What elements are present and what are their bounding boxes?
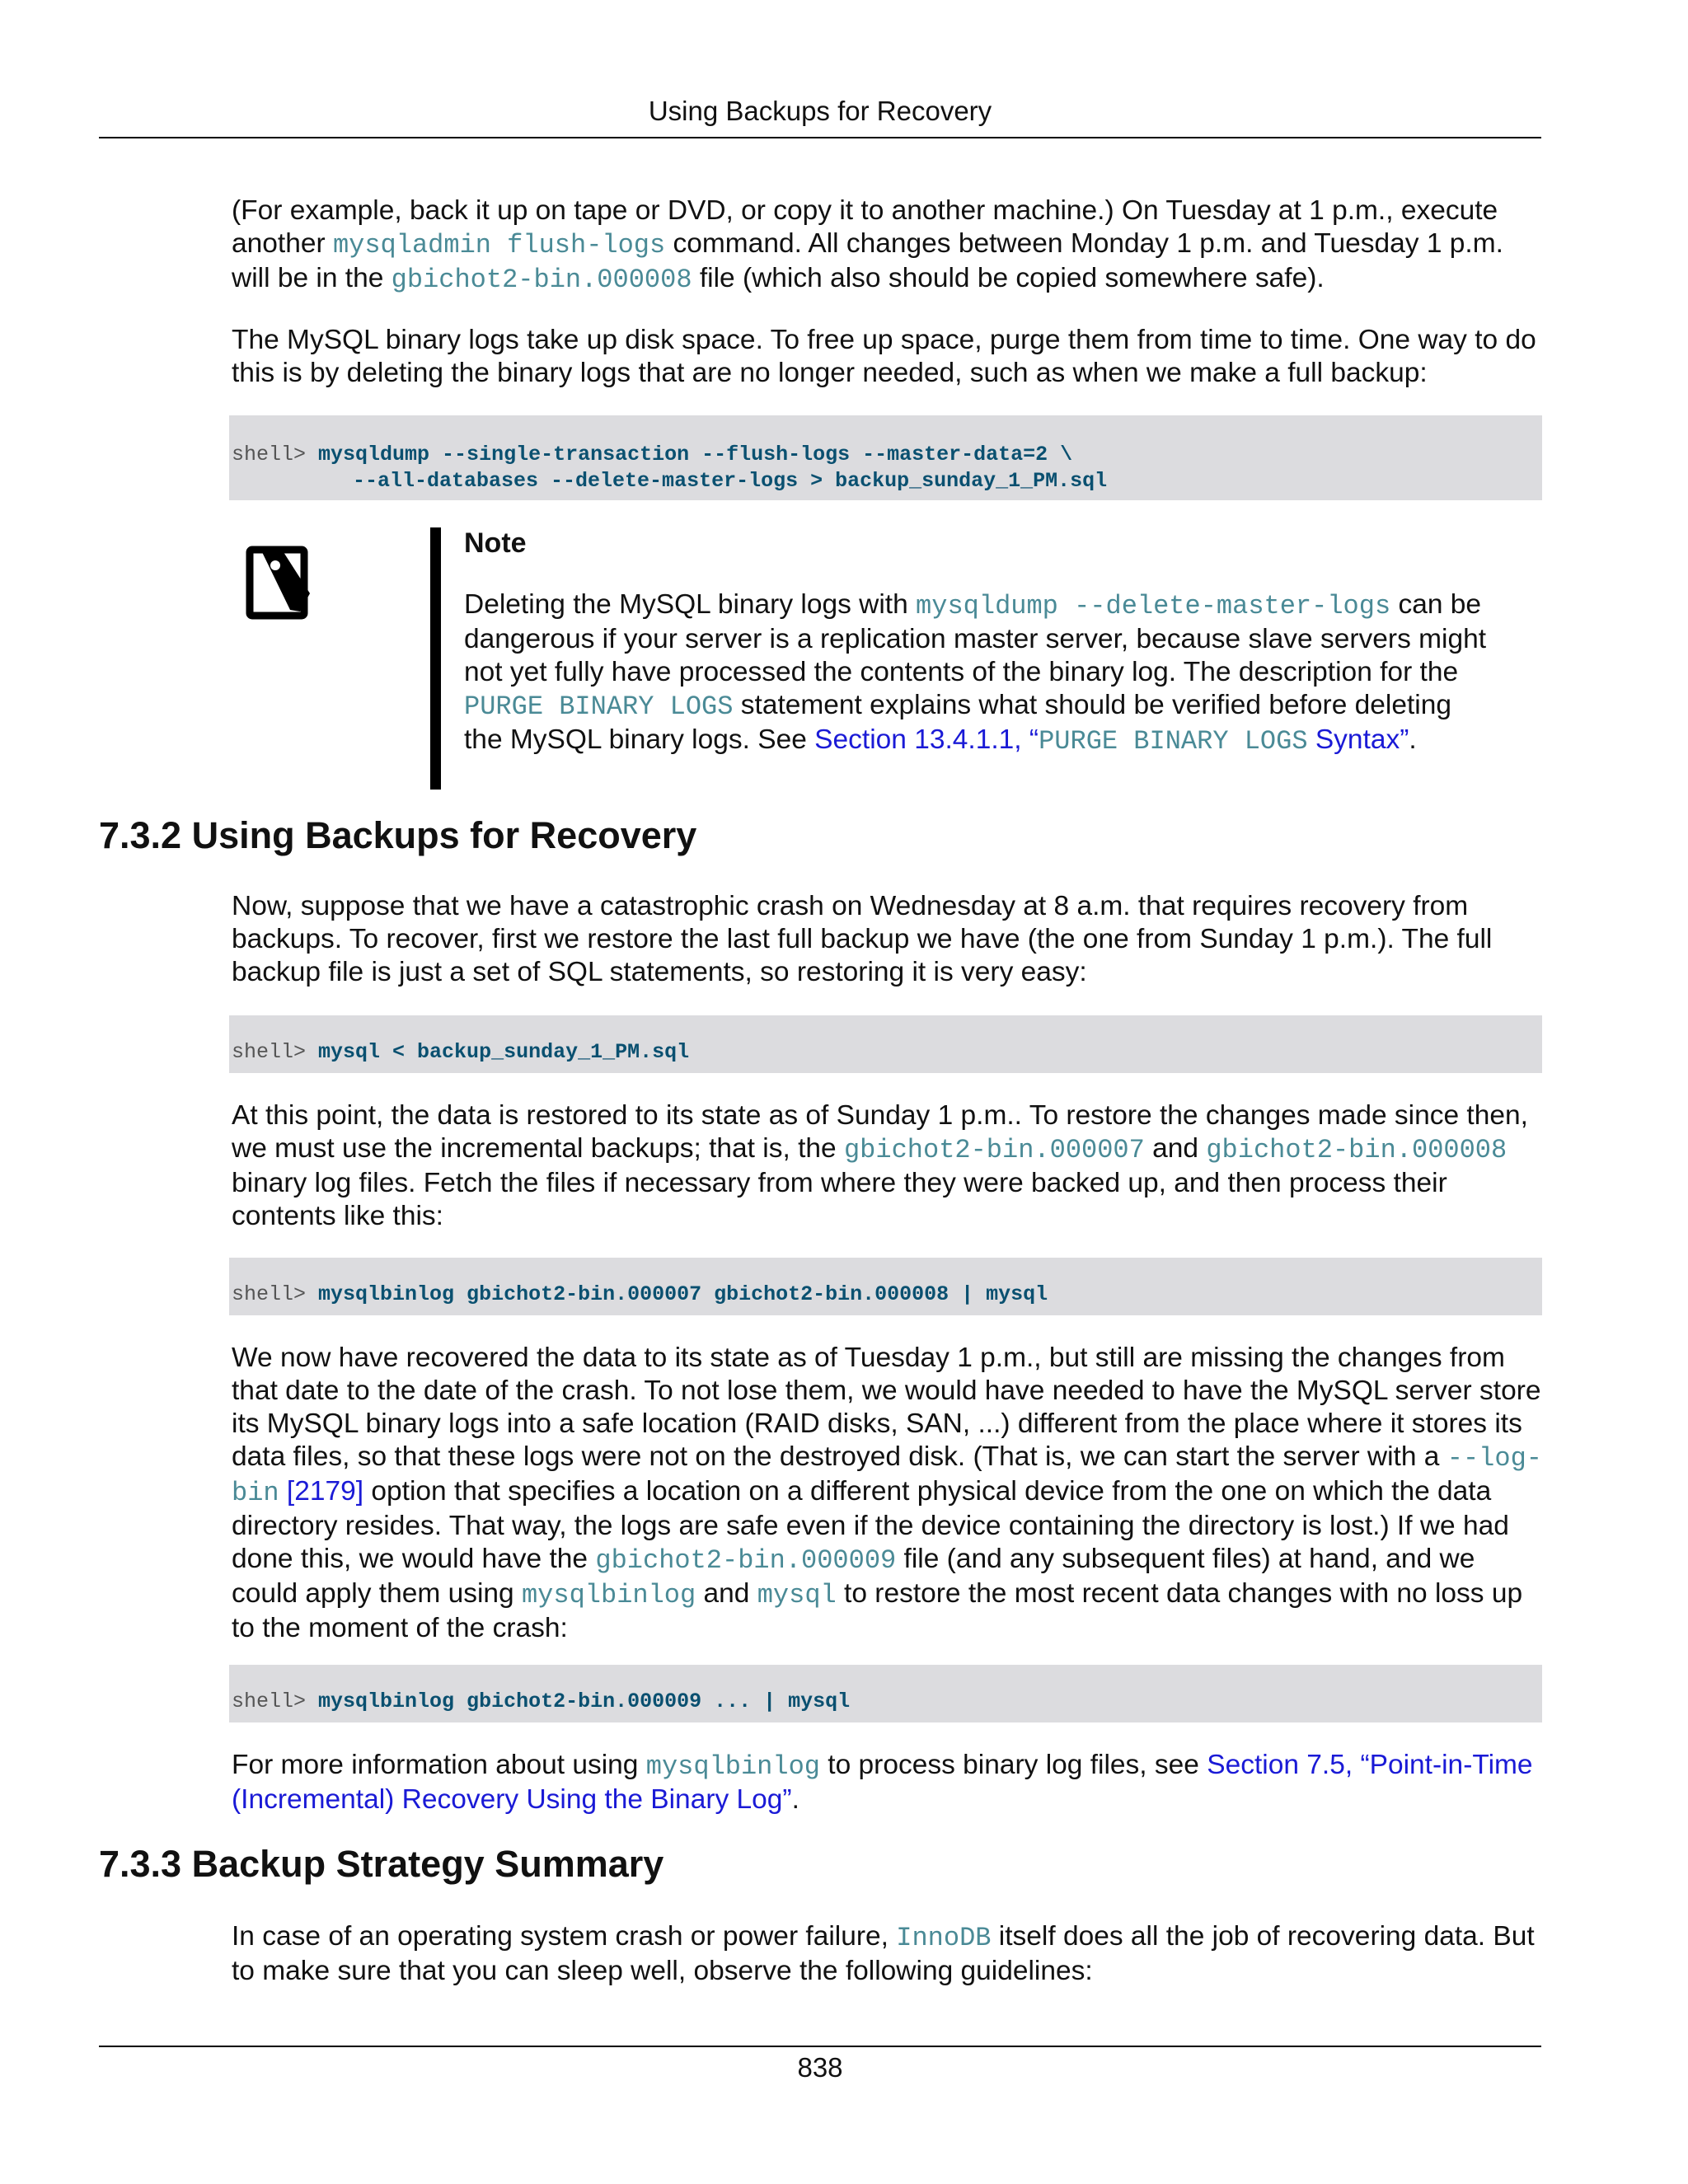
page-header: Using Backups for Recovery: [648, 96, 992, 126]
paragraph-text: command. All changes between Monday 1 p.m. and Tuesday 1 p.m. will be in the: [232, 228, 1503, 293]
code-block: [229, 415, 1542, 500]
code-command: mysqlbinlog gbichot2-bin.000009 ... | mysql: [318, 1690, 851, 1713]
inline-code: --log-bin: [232, 1443, 1542, 1508]
paragraph: For more information about using mysqlbinlog to process binary log files, see Section 7.5, “Point-in-Time (Incremental) Recovery Using the Binary Log”.: [232, 1750, 1533, 1815]
shell-prompt: shell>: [232, 1282, 319, 1306]
code-line: [232, 442, 1542, 468]
section-heading: 7.3.3 Backup Strategy Summary: [99, 1843, 664, 1885]
paragraph-text: (For example, back it up on tape or DVD, or copy it to another machine.) On Tuesday at 1 p.m., execute another: [232, 195, 1498, 259]
code-block: [229, 1258, 1542, 1315]
header-rule: [99, 137, 1541, 138]
note-icon: [244, 544, 318, 623]
code-command: mysqlbinlog gbichot2-bin.000007 gbichot2-bin.000008 | mysql: [318, 1282, 1048, 1306]
note-text: can be dangerous if your server is a replication master server, because slave servers might not yet fully have processed the contents of the binary log. The description for the: [464, 589, 1487, 687]
note-bar: [430, 527, 441, 790]
note-text: Deleting the MySQL binary logs with: [464, 589, 917, 620]
note-body: Deleting the MySQL binary logs with mysqldump --delete-master-logs can be dangerous if your server is a replication master server, because slave servers might not yet fully have processed the contents of the binary log. The description for the PURGE BINARY LOGS statement explains what should be verified before deleting the MySQL binary logs. See Section 13.4.1.1, “PURGE BINARY LOGS Syntax”.: [464, 589, 1487, 757]
page-number: 838: [797, 2052, 843, 2083]
paragraph: We now have recovered the data to its state as of Tuesday 1 p.m., but still are missing the changes from that date to the date of the crash. To not lose them, we would have needed to have the MySQL server store its MySQL binary logs into a safe location (RAID disks, SAN, ...) different from the place where it stores its data files, so that these logs were not on the destroyed disk. (That is, we can start the server with a --log-bin [2179] option that specifies a location on a different physical device from the one on which the data directory resides. That way, the logs are safe even if the device containing the directory is lost.) If we had done this, we would have the gbichot2-bin.000009 file (and any subsequent files) at hand, and we could apply them using mysqlbinlog and mysql to restore the most recent data changes with no loss up to the moment of the crash:: [232, 1343, 1542, 1643]
shell-prompt: shell>: [232, 443, 319, 466]
option-link[interactable]: [2179]: [279, 1476, 364, 1507]
inline-code: mysqlbinlog: [645, 1751, 820, 1782]
shell-prompt: shell>: [232, 1690, 319, 1713]
section-link[interactable]: Section 13.4.1.1, “PURGE BINARY LOGS Syntax”: [814, 724, 1409, 757]
inline-code: mysqldump --delete-master-logs: [916, 591, 1391, 621]
note-text: statement explains what should be verified before deleting the MySQL binary logs. See: [464, 690, 1451, 755]
paragraph: The MySQL binary logs take up disk space. To free up space, purge them from time to time. One way to do this is by deleting the binary logs that are no longer needed, such as when we make a full backup:: [232, 325, 1536, 388]
code-block: [229, 1015, 1542, 1073]
paragraph: In case of an operating system crash or power failure, InnoDB itself does all the job of recovering data. But to make sure that you can sleep well, observe the following guidelines:: [232, 1921, 1535, 1986]
inline-code: InnoDB: [896, 1923, 992, 1953]
paragraph: At this point, the data is restored to its state as of Sunday 1 p.m.. To restore the changes made since then, we must use the incremental backups; that is, the gbichot2-bin.000007 and gbichot2-bin.000008 binary log files. Fetch the files if necessary from where they were backed up, and then process their contents like this:: [232, 1100, 1528, 1231]
shell-prompt: shell>: [232, 1040, 319, 1064]
inline-code: mysql: [757, 1580, 837, 1610]
inline-code: mysqlbinlog: [521, 1580, 696, 1610]
inline-code: PURGE BINARY LOGS: [464, 691, 734, 722]
section-heading: 7.3.2 Using Backups for Recovery: [99, 814, 697, 856]
inline-code: gbichot2-bin.000007: [843, 1135, 1145, 1165]
footer-rule: [99, 2046, 1541, 2047]
code-command: --all-databases --delete-master-logs > backup_sunday_1_PM.sql: [353, 469, 1108, 493]
code-line: [232, 468, 1542, 494]
note-title: Note: [464, 527, 527, 559]
paragraph: [232, 194, 1542, 297]
paragraph-text: file (which also should be copied somewhere safe).: [692, 263, 1325, 293]
inline-code: mysqladmin flush-logs: [332, 230, 666, 260]
paragraph: Now, suppose that we have a catastrophic crash on Wednesday at 8 a.m. that requires recovery from backups. To recover, first we restore the last full backup we have (the one from Sunday 1 p.m.). The full backup file is just a set of SQL statements, so restoring it is very easy:: [232, 891, 1493, 987]
code-command: mysqldump --single-transaction --flush-logs --master-data=2 \: [318, 443, 1073, 466]
inline-code: gbichot2-bin.000009: [595, 1545, 897, 1576]
section-link[interactable]: Section 7.5, “Point-in-Time (Incremental) Recovery Using the Binary Log”: [232, 1750, 1533, 1815]
code-command: mysql < backup_sunday_1_PM.sql: [318, 1040, 690, 1064]
inline-code: gbichot2-bin.000008: [1206, 1135, 1507, 1165]
code-block: [229, 1665, 1542, 1722]
inline-code: gbichot2-bin.000008: [391, 265, 692, 295]
